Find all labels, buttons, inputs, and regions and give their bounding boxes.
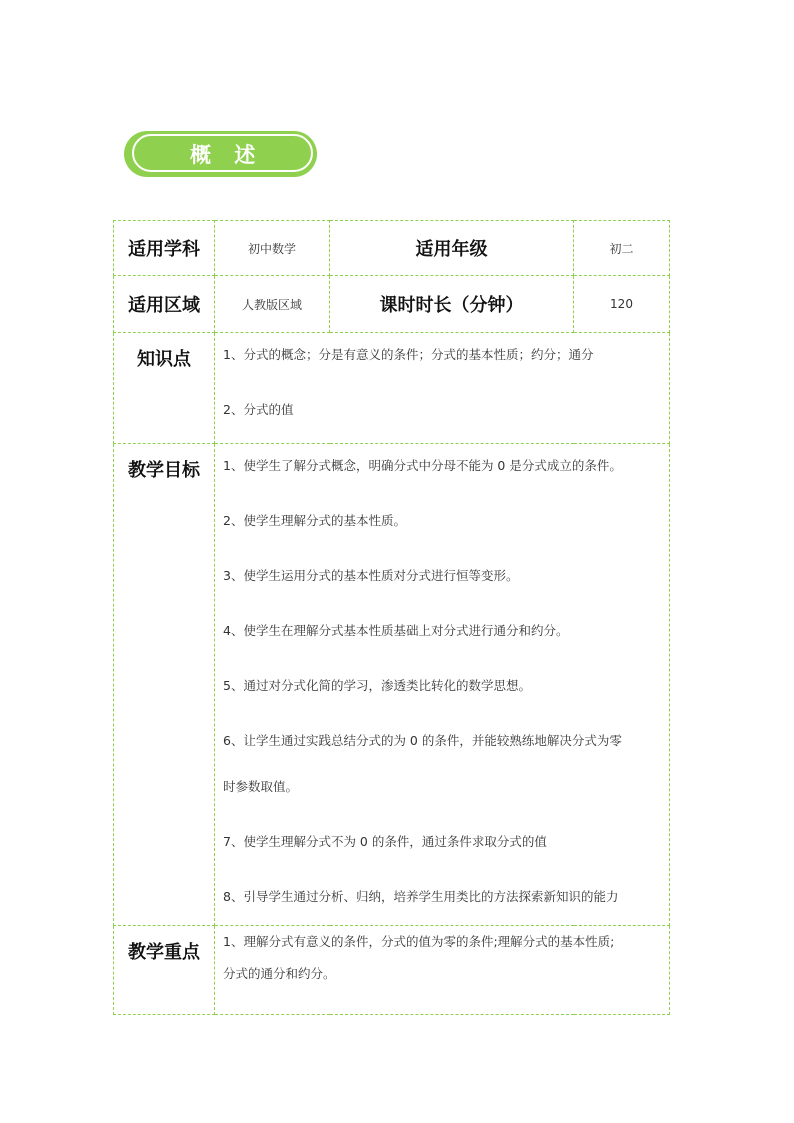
key-points-content <box>215 926 670 1015</box>
value-duration: 120 <box>574 276 670 333</box>
label-key-points: 教学重点 <box>114 926 215 1015</box>
row-region <box>114 276 670 333</box>
row-knowledge <box>114 333 670 444</box>
goal-line-6b: 时参数取值。 <box>223 779 299 794</box>
label-goals: 教学目标 <box>114 444 215 926</box>
key-point-line-1: 1、理解分式有意义的条件，分式的值为零的条件;理解分式的基本性质; <box>223 934 615 949</box>
label-grade: 适用年级 <box>330 221 574 276</box>
goal-line-3: 3、使学生运用分式的基本性质对分式进行恒等变形。 <box>223 568 519 583</box>
goal-line-8: 8、引导学生通过分析、归纳，培养学生用类比的方法探索新知识的能力 <box>223 889 619 904</box>
goal-line-4: 4、使学生在理解分式基本性质基础上对分式进行通分和约分。 <box>223 623 569 638</box>
row-goals <box>114 444 670 926</box>
value-region: 人教版区域 <box>215 276 330 333</box>
value-subject: 初中数学 <box>215 221 330 276</box>
goal-line-1: 1、使学生了解分式概念，明确分式中分母不能为 0 是分式成立的条件。 <box>223 458 622 473</box>
section-title: 概 述 <box>190 143 264 167</box>
value-grade: 初二 <box>574 221 670 276</box>
goal-line-6: 6、让学生通过实践总结分式的为 0 的条件，并能较熟练地解决分式为零 <box>223 733 622 748</box>
goal-line-5: 5、通过对分式化简的学习，渗透类比转化的数学思想。 <box>223 678 531 693</box>
row-key-points <box>114 926 670 1015</box>
goal-line-7: 7、使学生理解分式不为 0 的条件，通过条件求取分式的值 <box>223 834 547 849</box>
goals-content <box>215 444 670 926</box>
key-point-line-2: 分式的通分和约分。 <box>223 966 336 981</box>
goal-line-2: 2、使学生理解分式的基本性质。 <box>223 513 406 528</box>
course-info-table <box>113 220 670 1015</box>
knowledge-content <box>215 333 670 444</box>
row-subject <box>114 221 670 276</box>
label-knowledge: 知识点 <box>114 333 215 444</box>
label-duration: 课时时长（分钟） <box>330 276 574 333</box>
section-header-pill <box>124 131 317 177</box>
knowledge-line-1: 1、分式的概念；分是有意义的条件；分式的基本性质；约分；通分 <box>223 347 594 362</box>
label-region: 适用区域 <box>114 276 215 333</box>
label-subject: 适用学科 <box>114 221 215 276</box>
knowledge-line-2: 2、分式的值 <box>223 402 294 417</box>
